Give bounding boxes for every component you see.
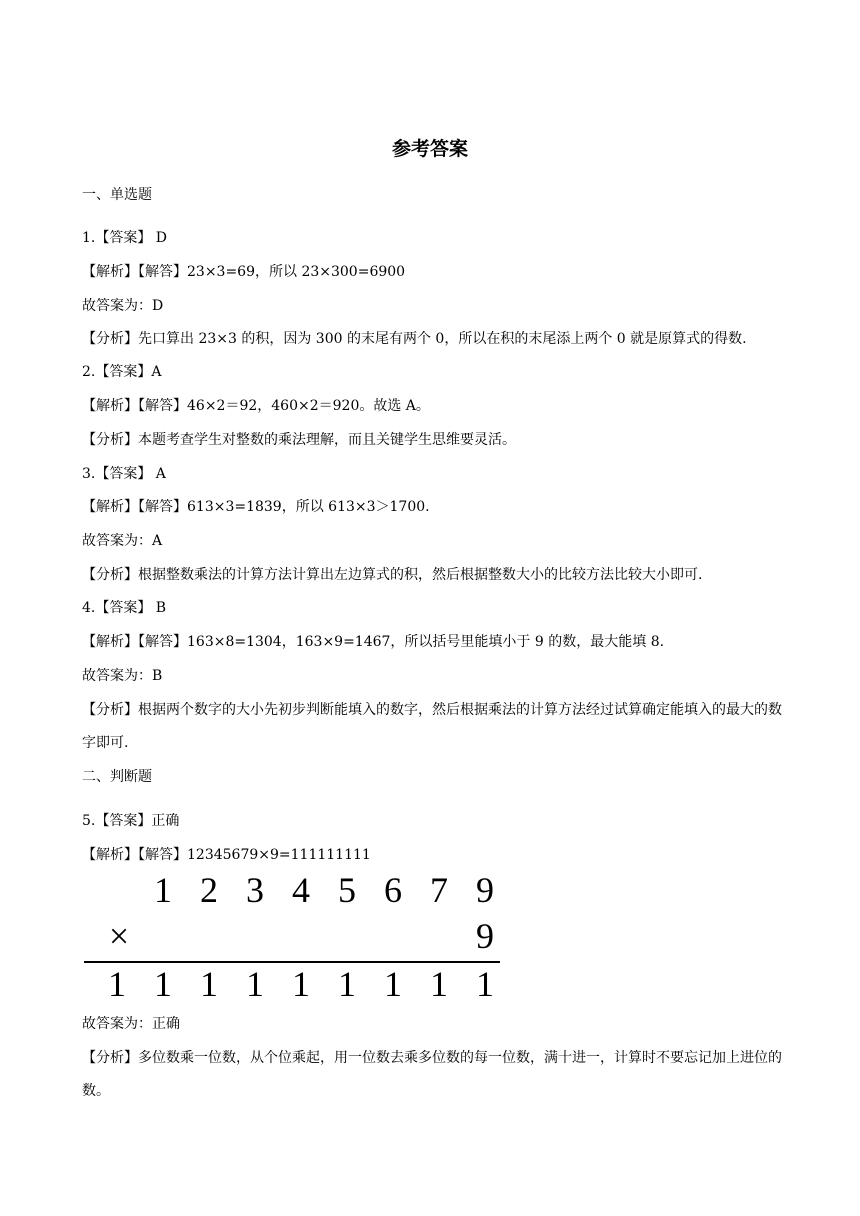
explanation-2: 【分析】本题考查学生对整数的乘法理解，而且关键学生思维要灵活。 <box>82 432 516 448</box>
top-digit: 3 <box>246 870 264 910</box>
vertical-multiplication <box>82 866 512 1004</box>
explanation-4: 【分析】根据两个数字的大小先初步判断能填入的数字，然后根据乘法的计算方法经过试算确定能填入的最大的数字即可. <box>82 702 782 751</box>
analysis-3: 【解析】【解答】613×3=1839，所以 613×3＞1700. <box>82 499 430 515</box>
result-digit: 1 <box>154 964 172 1004</box>
section-heading-single-choice: 一、单选题 <box>82 187 152 203</box>
answer-3: 3.【答案】 A <box>82 466 166 482</box>
conclusion-3: 故答案为：A <box>82 533 163 549</box>
analysis-4: 【解析】【解答】163×8=1304，163×9=1467，所以括号里能填小于 9 的数，最大能填 8. <box>82 634 665 650</box>
result-digit: 1 <box>200 964 218 1004</box>
page-title: 参考答案 <box>391 138 468 160</box>
explanation-5: 【分析】多位数乘一位数，从个位乘起，用一位数去乘多位数的每一位数，满十进一，计算时不要忘记加上进位的数。 <box>82 1050 782 1099</box>
multiplier-digit: 9 <box>476 916 494 956</box>
result-digit: 1 <box>108 964 126 1004</box>
explanation-1: 【分析】先口算出 23×3 的积，因为 300 的末尾有两个 0，所以在积的末尾添上两个 0 就是原算式的得数. <box>82 331 747 347</box>
top-digit: 4 <box>292 870 310 910</box>
result-digit: 1 <box>338 964 356 1004</box>
explanation-3: 【分析】根据整数乘法的计算方法计算出左边算式的积，然后根据整数大小的比较方法比较大小即可. <box>82 567 703 583</box>
result-digit: 1 <box>430 964 448 1004</box>
top-digit: 6 <box>384 870 402 910</box>
analysis-2: 【解析】【解答】46×2＝92，460×2＝920。故选 A。 <box>82 398 430 414</box>
analysis-5: 【解析】【解答】12345679×9=111111111 <box>82 847 371 863</box>
answer-1: 1.【答案】 D <box>82 230 168 246</box>
result-digit: 1 <box>292 964 310 1004</box>
section-heading-true-false: 二、判断题 <box>82 769 152 785</box>
top-digit: 2 <box>200 870 218 910</box>
conclusion-5: 故答案为：正确 <box>82 1016 180 1032</box>
top-digit: 9 <box>476 870 494 910</box>
result-digit: 1 <box>476 964 494 1004</box>
result-line <box>84 961 500 963</box>
conclusion-4: 故答案为：B <box>82 668 163 684</box>
answer-2: 2.【答案】A <box>82 364 162 380</box>
multiplication-sign: × <box>108 916 130 956</box>
answer-5: 5.【答案】正确 <box>82 813 180 829</box>
top-digit: 7 <box>430 870 448 910</box>
answer-4: 4.【答案】 B <box>82 600 167 616</box>
result-digit: 1 <box>246 964 264 1004</box>
top-digit: 1 <box>154 870 172 910</box>
conclusion-1: 故答案为：D <box>82 298 164 314</box>
top-digit: 5 <box>338 870 356 910</box>
analysis-1: 【解析】【解答】23×3=69，所以 23×300=6900 <box>82 264 406 280</box>
result-digit: 1 <box>384 964 402 1004</box>
